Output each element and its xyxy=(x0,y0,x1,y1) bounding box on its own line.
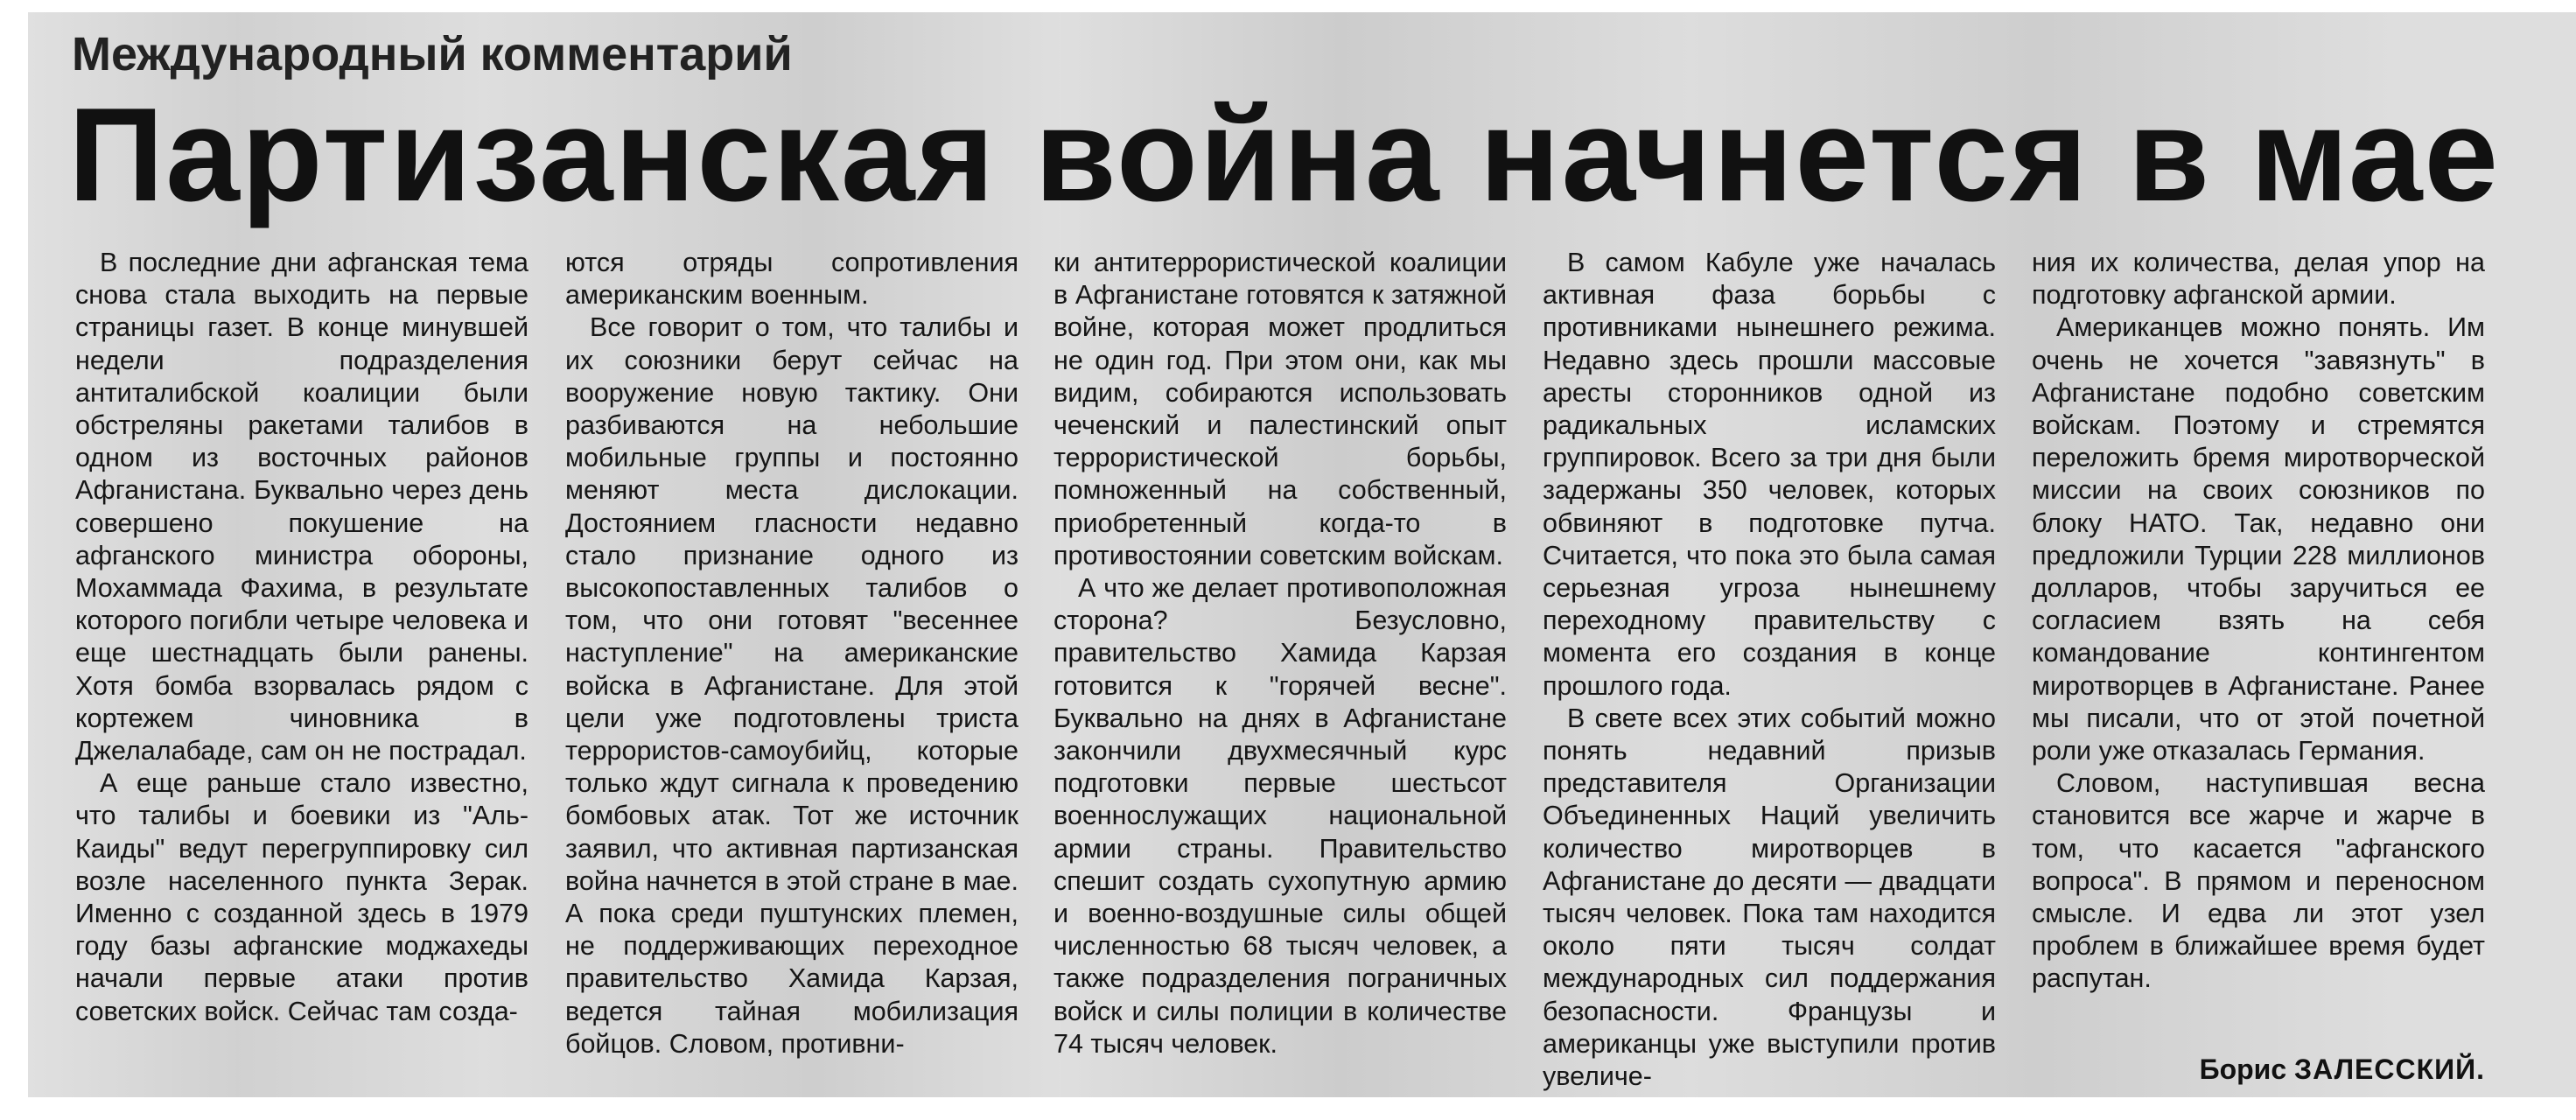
author-first-name: Борис xyxy=(2199,1054,2287,1085)
text-column-5 xyxy=(2032,247,2485,996)
article-paragraph: А что же делает противоположная сторона? Безусловно, правительство Хамида Карзая готовится к "горячей весне". Буквально на днях в Афганистане закончили двухмесячный курс подготовки первые шестьсот военнослужащих национальной армии страны. Правительство спешит создать сухопутную армию и военно-воздушные силы общей численностью 68 тысяч человек, а также подразделения пограничных войск и силы полиции в количестве 74 тысяч человек. xyxy=(1054,573,1507,1059)
article-headline: Партизанская война начнется в мае xyxy=(68,80,2500,229)
article-paragraph: Словом, наступившая весна становится все жарче и жарче в том, что касается "афганского вопроса". В прямом и переносном смысле. И едва ли этот узел проблем в ближайшее время будет распутан. xyxy=(2032,768,2485,994)
text-column-3 xyxy=(1054,247,1507,1060)
newspaper-clipping xyxy=(28,12,2576,1097)
article-paragraph: ки антитеррористической коалиции в Афганистане готовятся к затяжной войне, которая может продлиться не один год. При этом они, как мы видим, собираются использовать чеченский и палестинский опыт террористической борьбы, помноженный на собственный, приобретенный когда-то в противостоянии советским войскам. xyxy=(1054,248,1507,570)
author-byline xyxy=(2032,1052,2485,1087)
article-paragraph: ния их количества, делая упор на подготовку афганской армии. xyxy=(2032,248,2485,311)
article-paragraph: ются отряды сопротивления американским военным. xyxy=(565,248,1018,311)
article-paragraph: В последние дни афганская тема снова стала выходить на первые страницы газет. В конце минувшей недели подразделения антиталибской коалиции были обстреляны ракетами талибов в одном из восточных районов Афганистана. Буквально через день совершено покушение на афганского министра обороны, Мохаммада Фахима, в результате которого погибли четыре человека и еще шестнадцать были ранены. Хотя бомба взорвалась рядом с кортежем чиновника в Джелалабаде, сам он не пострадал. xyxy=(75,248,528,766)
article-paragraph: Все говорит о том, что талибы и их союзники берут сейчас на вооружение новую тактику. Они разбиваются на небольшие мобильные группы и постоянно меняют места дислокации. Достоянием гласности недавно стало признание одного из высокопоставленных талибов о том, что они готовят "весеннее наступление" на американские войска в Афганистане. Для этой цели уже подготовлены триста террористов-самоубийц, которые только ждут сигнала к проведению бомбовых атак. Тот же источник заявил, что активная партизанская война начнется в этой стране в мае. А пока среди пуштунских племен, не поддерживающих переходное правительство Хамида Карзая, ведется тайная мобилизация бойцов. Словом, противни- xyxy=(565,312,1018,1059)
text-column-2 xyxy=(565,247,1018,1060)
text-column-1 xyxy=(75,247,528,1028)
rubric-label: Международный комментарий xyxy=(72,28,793,80)
article-paragraph: В самом Кабуле уже началась активная фаза борьбы с противниками нынешнего режима. Недавно здесь прошли массовые аресты сторонников одной из радикальных исламских группировок. Всего за три дня были задержаны 350 человек, которых обвиняют в подготовке путча. Считается, что пока это была самая серьезная угроза нынешнему переходному правительству с момента его создания в конце прошлого года. xyxy=(1543,248,1996,701)
author-surname: ЗАЛЕССКИЙ. xyxy=(2294,1054,2485,1085)
article-paragraph: Американцев можно понять. Им очень не хочется "завязнуть" в Афганистане подобно советским войскам. Поэтому и стремятся переложить бремя миротворческой миссии на своих союзников по блоку НАТО. Так, недавно они предложили Турции 228 миллионов долларов, чтобы заручиться ее согласием взять на себя командование контингентом миротворцев в Афганистане. Ранее мы писали, что от этой почетной роли уже отказалась Германия. xyxy=(2032,312,2485,766)
article-paragraph: А еще раньше стало известно, что талибы и боевики из "Аль-Каиды" ведут перегруппировку сил возле населенного пункта Зерак. Именно с созданной здесь в 1979 году базы афганские моджахеды начали первые атаки против советских войск. Сейчас там созда- xyxy=(75,768,528,1026)
article-paragraph: В свете всех этих событий можно понять недавний призыв представителя Организации Объединенных Наций увеличить количество миротворцев в Афганистане до десяти — двадцати тысяч человек. Пока там находится около пяти тысяч солдат международных сил поддержания безопасности. Французы и американцы уже выступили против увеличе- xyxy=(1543,703,1996,1092)
text-column-4 xyxy=(1543,247,1996,1093)
